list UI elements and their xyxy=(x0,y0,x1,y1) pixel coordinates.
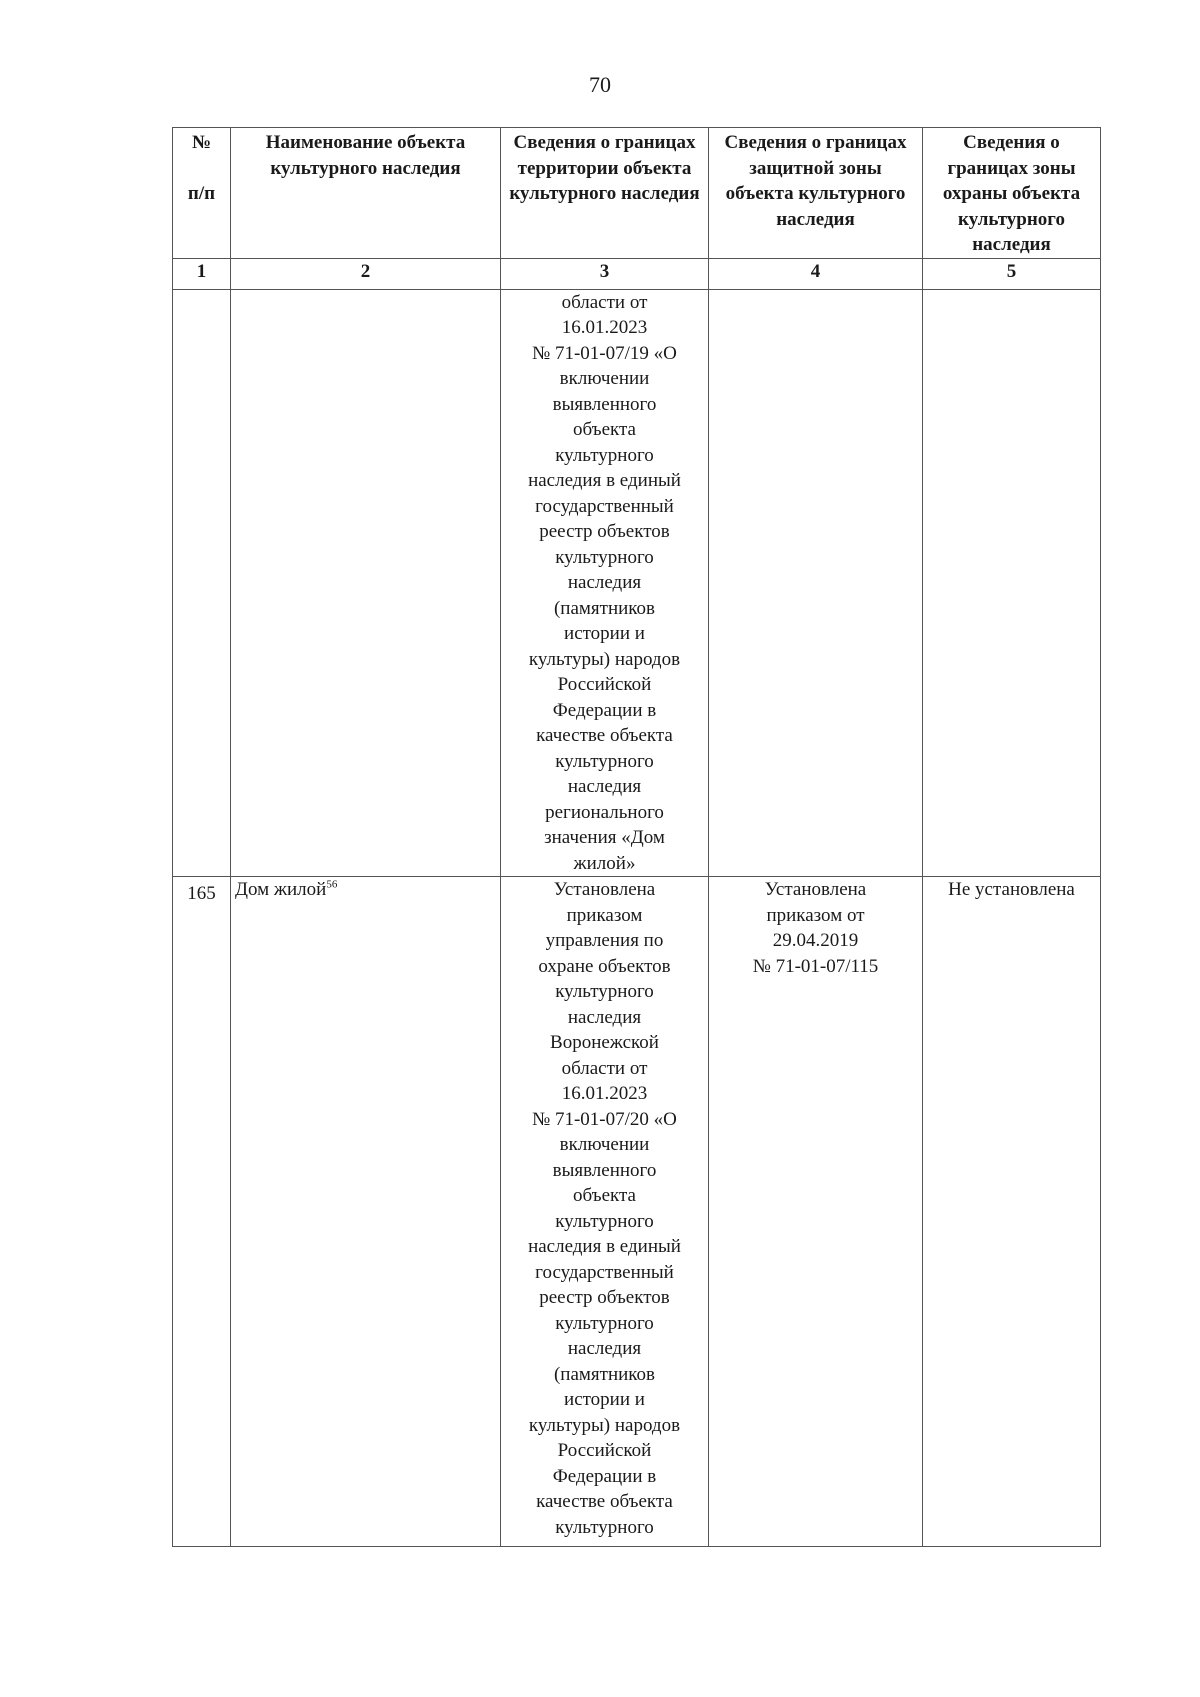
column-number: 3 xyxy=(501,258,709,289)
heritage-objects-table xyxy=(172,127,1101,1547)
row-number: 165 xyxy=(173,877,231,1547)
cell-line: культуры) народов xyxy=(528,648,681,670)
territory-boundaries xyxy=(501,289,709,877)
header-number: № п/п xyxy=(173,128,231,259)
cell-line: Российской xyxy=(557,674,652,695)
cell-line: № 71-01-07/20 «О xyxy=(532,1108,677,1130)
cell-line: Установлена xyxy=(764,879,867,900)
cell-line: включении xyxy=(559,368,650,389)
cell-line: культурного xyxy=(555,444,654,466)
cell-line: реестр объектов xyxy=(539,521,670,542)
cell-line: Федерации в xyxy=(552,699,657,721)
cell-line: Федерации в xyxy=(552,1465,657,1487)
cell-line: качестве объекта xyxy=(536,725,673,746)
object-name-text: Дом жилой xyxy=(235,879,327,900)
protection-zone: Не установлена xyxy=(923,877,1101,1547)
column-number: 2 xyxy=(231,258,501,289)
cell-line: культурного xyxy=(555,1210,654,1232)
object-name xyxy=(231,877,501,1547)
cell-line: значения «Дом xyxy=(544,827,665,848)
column-numbers-row xyxy=(173,258,1101,289)
table-row xyxy=(173,877,1101,1547)
cell-line: (памятников xyxy=(553,597,656,619)
table-header-row xyxy=(173,128,1101,259)
cell-line: объекта xyxy=(573,419,636,440)
header-protective-zone: Сведения о границах защитной зоны объекта культурного наследия xyxy=(709,128,923,259)
cell-line: Российской xyxy=(557,1440,652,1461)
cell-line: наследия xyxy=(567,572,642,593)
cell-line: № 71-01-07/19 «О xyxy=(532,342,677,364)
cell-line: выявленного xyxy=(552,1159,657,1181)
object-name xyxy=(231,289,501,877)
cell-line: 16.01.2023 xyxy=(561,1083,648,1104)
header-protection-zone: Сведения о границах зоны охраны объекта культурного наследия xyxy=(923,128,1101,259)
cell-line: объекта xyxy=(573,1185,636,1206)
cell-line: приказом xyxy=(566,904,643,926)
row-number xyxy=(173,289,231,877)
cell-line: охране объектов xyxy=(538,955,671,977)
cell-line: культурного xyxy=(555,1516,654,1538)
header-object-name: Наименование объекта культурного наследия xyxy=(231,128,501,259)
cell-line: регионального xyxy=(545,801,664,823)
cell-line: 29.04.2019 xyxy=(772,930,859,951)
cell-line: культурного xyxy=(555,981,654,1002)
cell-line: наследия в единый xyxy=(528,1236,681,1257)
cell-line: выявленного xyxy=(552,393,657,415)
cell-line: наследия xyxy=(567,776,642,797)
cell-line: 16.01.2023 xyxy=(561,317,648,338)
cell-line: наследия xyxy=(567,1006,642,1028)
cell-line: № 71-01-07/115 xyxy=(752,955,879,977)
cell-line: истории и xyxy=(564,623,645,644)
column-number: 1 xyxy=(173,258,231,289)
cell-line: включении xyxy=(559,1134,650,1155)
cell-line: приказом от xyxy=(766,904,865,926)
cell-line: культурного xyxy=(555,546,654,568)
cell-line: жилой» xyxy=(573,852,636,874)
cell-line: Воронежской xyxy=(550,1032,659,1053)
cell-line: наследия в единый xyxy=(528,470,681,491)
protective-zone xyxy=(709,877,923,1547)
cell-line: (памятников xyxy=(553,1363,656,1385)
protective-zone xyxy=(709,289,923,877)
cell-line: наследия xyxy=(567,1338,642,1359)
footnote-marker: 56 xyxy=(326,878,338,891)
territory-boundaries xyxy=(501,877,709,1547)
cell-line: области от xyxy=(561,1057,648,1079)
cell-line: культурного xyxy=(555,750,654,772)
header-territory-boundaries: Сведения о границах территории объекта культурного наследия xyxy=(501,128,709,259)
column-number: 5 xyxy=(923,258,1101,289)
cell-line: качестве объекта xyxy=(536,1491,673,1512)
cell-line: государственный xyxy=(535,495,674,517)
cell-line: управления по xyxy=(545,930,664,951)
cell-line: области от xyxy=(561,291,648,313)
cell-line: реестр объектов xyxy=(539,1287,670,1308)
cell-line: культурного xyxy=(555,1312,654,1334)
protection-zone xyxy=(923,289,1101,877)
column-number: 4 xyxy=(709,258,923,289)
cell-line: культуры) народов xyxy=(528,1414,681,1436)
page-number: 70 xyxy=(589,72,611,97)
cell-line: Установлена xyxy=(553,879,656,900)
table-row xyxy=(173,289,1101,877)
cell-line: истории и xyxy=(564,1389,645,1410)
cell-line: государственный xyxy=(535,1261,674,1283)
